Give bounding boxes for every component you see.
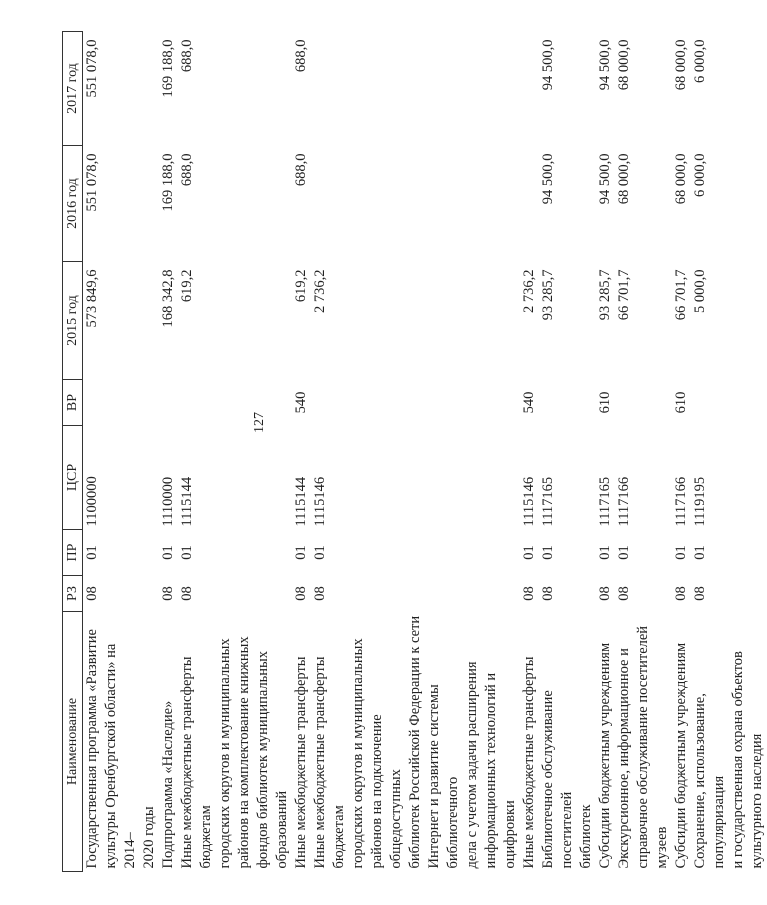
row-2017 xyxy=(311,32,520,146)
row-csr: 1117166 xyxy=(616,476,632,527)
row-pr: 01 xyxy=(597,545,613,560)
row-2015: 619,2 xyxy=(179,269,195,303)
row-2015: 93 285,7 xyxy=(540,269,556,321)
row-name: Иные межбюджетные трансферты бюджетам городских округов и муниципальных районов на комплектование книжных фондов библиотек муниципальных образований xyxy=(179,636,290,869)
row-vr: 540 xyxy=(293,391,309,414)
table-body xyxy=(83,32,767,872)
table-row xyxy=(159,32,178,872)
row-2016: 169 188,0 xyxy=(160,153,176,212)
row-2015: 619,2 xyxy=(293,269,309,303)
row-rz: 08 xyxy=(692,586,708,601)
row-2017: 6 000,0 xyxy=(692,39,708,83)
table-row xyxy=(615,32,672,872)
row-csr: 1117166 xyxy=(673,476,689,527)
row-vr xyxy=(159,380,178,426)
row-2017: 169 188,0 xyxy=(160,39,176,98)
rotated-page xyxy=(62,32,765,872)
row-name: Подпрограмма «Наследие» xyxy=(160,700,176,869)
row-csr: 1115144 xyxy=(293,476,309,527)
row-rz: 08 xyxy=(597,586,613,601)
table-row xyxy=(691,32,767,872)
row-2016: 688,0 xyxy=(179,153,195,187)
row-vr xyxy=(311,380,520,426)
table-row xyxy=(520,32,539,872)
row-pr: 01 xyxy=(540,545,556,560)
row-vr xyxy=(83,380,160,426)
row-2017: 94 500,0 xyxy=(597,39,613,91)
table-row xyxy=(539,32,596,872)
header-vr: ВР xyxy=(63,380,83,426)
row-vr: 610 xyxy=(597,391,613,414)
row-vr: 540 xyxy=(521,391,537,414)
row-vr xyxy=(539,380,596,426)
row-rz: 08 xyxy=(540,586,556,601)
row-pr: 01 xyxy=(312,545,328,560)
row-rz: 08 xyxy=(521,586,537,601)
row-csr: 1110000 xyxy=(160,476,176,527)
row-name: Иные межбюджетные трансферты xyxy=(521,656,537,869)
row-2017: 688,0 xyxy=(293,39,309,73)
row-pr: 01 xyxy=(293,545,309,560)
row-name: Субсидии бюджетным учреждениям xyxy=(673,642,689,869)
row-name: Библиотечное обслуживание посетителей библиотек xyxy=(540,690,594,869)
row-name: Иные межбюджетные трансферты бюджетам городских округов и муниципальных районов на подключение общедоступных библиотек Российской Федерации к сети Интернет и развитие системы библиотечного дела с учетом задачи расширения информационных технологий и оцифровки xyxy=(312,615,518,869)
row-2015: 66 701,7 xyxy=(673,269,689,321)
row-rz: 08 xyxy=(312,586,328,601)
row-2016: 94 500,0 xyxy=(540,153,556,205)
row-name: Иные межбюджетные трансферты xyxy=(293,656,309,869)
header-2015: 2015 год xyxy=(63,262,83,380)
row-rz: 08 xyxy=(84,586,100,601)
row-2015: 2 736,2 xyxy=(521,269,537,313)
row-csr: 1117165 xyxy=(540,476,556,527)
table-row xyxy=(672,32,691,872)
row-rz: 08 xyxy=(160,586,176,601)
row-vr xyxy=(615,380,672,426)
header-2017: 2017 год xyxy=(63,32,83,146)
table-row xyxy=(292,32,311,872)
table-row xyxy=(178,32,292,872)
header-rz: РЗ xyxy=(63,576,83,612)
row-rz: 08 xyxy=(179,586,195,601)
row-name: Сохранение, использование, популяризация и государственная охрана объектов культурного наследия xyxy=(692,651,765,869)
header-csr: ЦСР xyxy=(63,426,83,530)
row-name: Субсидии бюджетным учреждениям xyxy=(597,642,613,869)
row-pr: 01 xyxy=(179,545,195,560)
row-2015: 573 849,6 xyxy=(84,269,100,328)
row-pr: 01 xyxy=(673,545,689,560)
row-2016 xyxy=(311,146,520,262)
row-2017 xyxy=(520,32,539,146)
table-row xyxy=(596,32,615,872)
row-csr: 1119195 xyxy=(692,476,708,527)
row-pr: 01 xyxy=(160,545,176,560)
page-number: 127 xyxy=(252,412,267,433)
row-pr: 01 xyxy=(616,545,632,560)
row-pr: 01 xyxy=(692,545,708,560)
row-2016: 94 500,0 xyxy=(597,153,613,205)
row-name: Государственная программа «Развитие культуры Оренбургской области» на 2014– 2020 годы xyxy=(84,629,157,869)
row-rz: 08 xyxy=(293,586,309,601)
header-name: Наименование xyxy=(63,612,83,872)
header-2016: 2016 год xyxy=(63,146,83,262)
row-csr: 1115144 xyxy=(179,476,195,527)
row-2015: 5 000,0 xyxy=(692,269,708,313)
row-2015: 66 701,7 xyxy=(616,269,632,321)
table-row xyxy=(83,32,160,872)
budget-table xyxy=(62,31,767,872)
row-csr: 1117165 xyxy=(597,476,613,527)
row-rz: 08 xyxy=(616,586,632,601)
row-pr: 01 xyxy=(84,545,100,560)
row-csr: 1100000 xyxy=(84,476,100,527)
row-2015: 2 736,2 xyxy=(312,269,328,313)
row-csr: 1115146 xyxy=(521,476,537,527)
row-2015: 168 342,8 xyxy=(160,269,176,328)
header-pr: ПР xyxy=(63,530,83,576)
row-2016: 688,0 xyxy=(293,153,309,187)
row-2017: 551 078,0 xyxy=(84,39,100,98)
table-row xyxy=(311,32,520,872)
row-2016: 68 000,0 xyxy=(616,153,632,205)
row-vr: 610 xyxy=(673,391,689,414)
row-2016 xyxy=(520,146,539,262)
row-vr xyxy=(691,380,767,426)
row-2015: 93 285,7 xyxy=(597,269,613,321)
row-2017: 68 000,0 xyxy=(673,39,689,91)
row-pr: 01 xyxy=(521,545,537,560)
row-2016: 551 078,0 xyxy=(84,153,100,212)
row-csr: 1115146 xyxy=(312,476,328,527)
row-name: Экскурсионное, информационное и справочное обслуживание посетителей музеев xyxy=(616,625,670,869)
row-2016: 68 000,0 xyxy=(673,153,689,205)
row-2017: 688,0 xyxy=(179,39,195,73)
row-2017: 94 500,0 xyxy=(540,39,556,91)
row-rz: 08 xyxy=(673,586,689,601)
table-header-row xyxy=(63,32,83,872)
row-2016: 6 000,0 xyxy=(692,153,708,197)
row-2017: 68 000,0 xyxy=(616,39,632,91)
row-vr xyxy=(178,380,292,426)
